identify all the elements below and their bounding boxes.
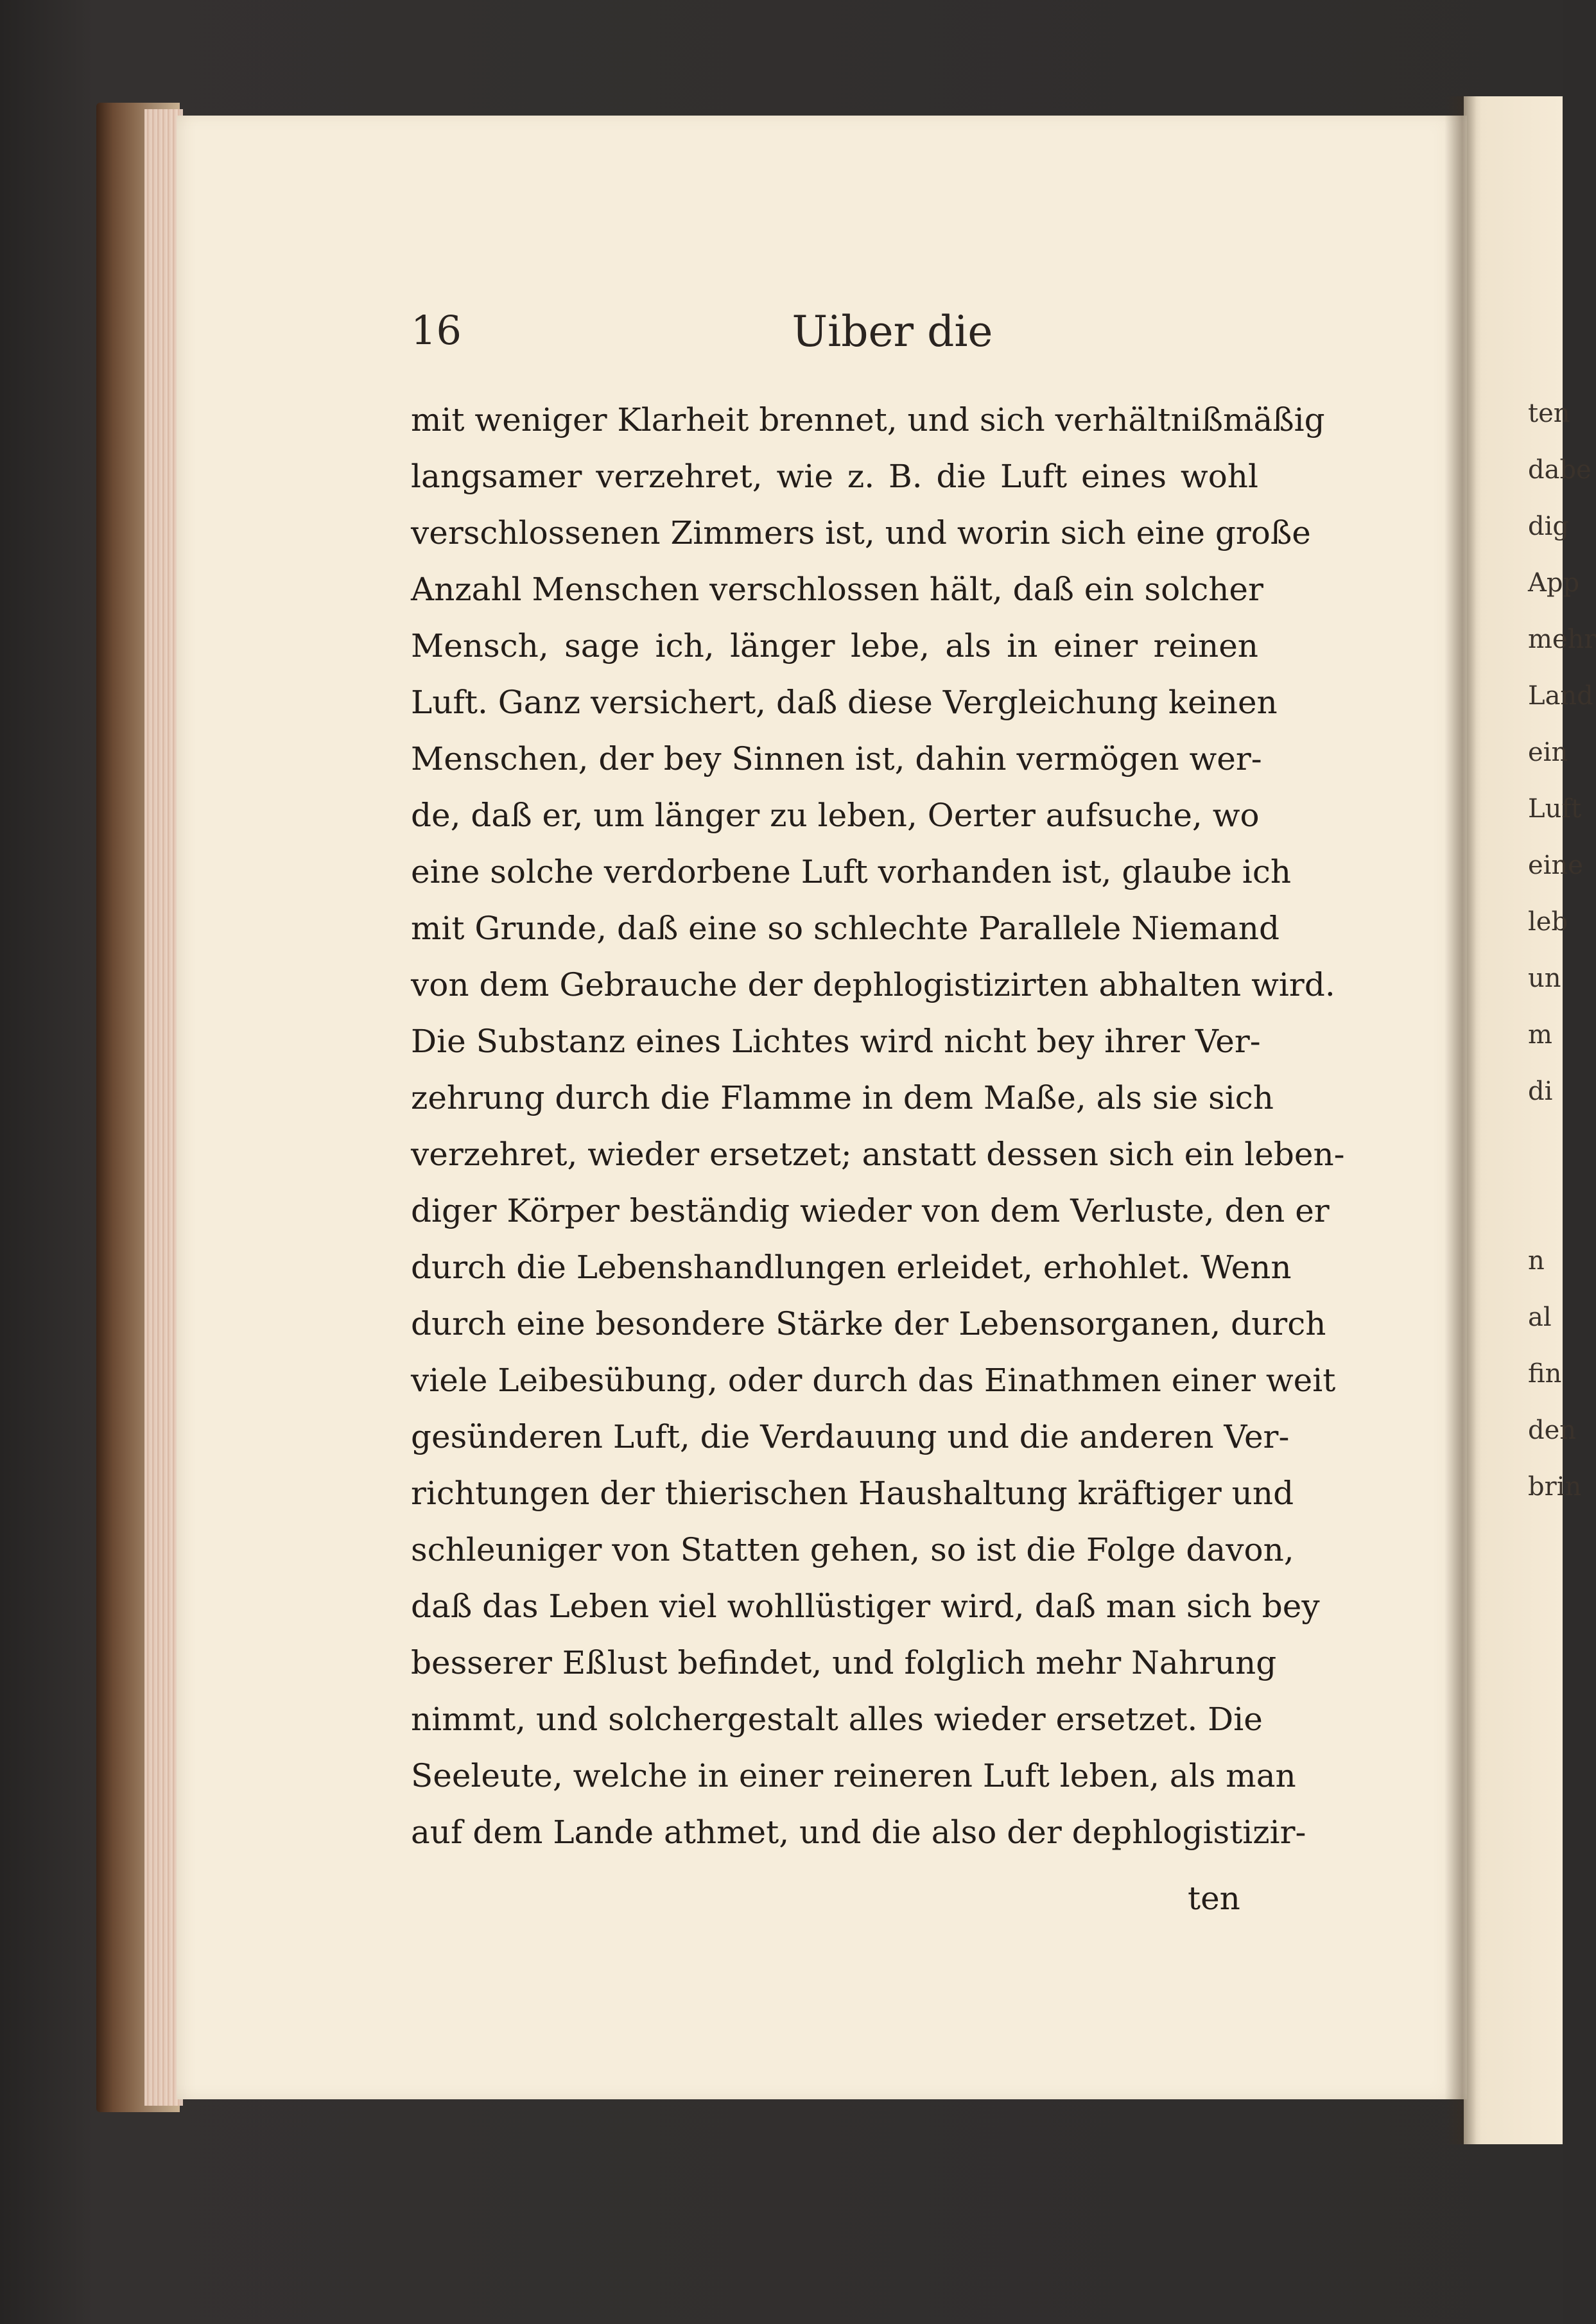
facing-page-fragment: fin — [1528, 1359, 1562, 1389]
text-line: verschlossenen Zimmers ist, und worin sich eine große — [411, 514, 1311, 551]
facing-page-fragment: mehr — [1528, 625, 1596, 654]
text-line: mit weniger Klarheit brennet, und sich verhältnißmäßig — [411, 401, 1325, 438]
facing-page-fragment: ten — [1528, 399, 1570, 428]
text-line: viele Leibesübung, oder durch das Einathmen einer weit — [411, 1362, 1336, 1399]
facing-page-fragment: den — [1528, 1416, 1577, 1445]
text-line: daß das Leben viel wohllüstiger wird, daß man sich bey — [411, 1588, 1320, 1625]
binding-gutter — [1444, 96, 1477, 2144]
catchword: ten — [1188, 1880, 1240, 1917]
facing-page-fragment: Luft — [1528, 794, 1582, 824]
text-line: besserer Eßlust befindet, und folglich mehr Nahrung — [411, 1644, 1277, 1681]
text-line: eine solche verdorbene Luft vorhanden ist, glaube ich — [411, 853, 1292, 890]
facing-page-fragment: Land — [1528, 681, 1593, 711]
page-header — [411, 307, 1297, 377]
text-line: zehrung durch die Flamme in dem Maße, als sie sich — [411, 1079, 1274, 1116]
facing-page-fragment: dig — [1528, 512, 1570, 541]
facing-page-fragment: m — [1528, 1020, 1552, 1050]
text-line: langsamer verzehret, wie z. B. die Luft eines wohl — [411, 458, 1258, 495]
text-line: Mensch, sage ich, länger lebe, als in einer reinen — [411, 627, 1258, 664]
text-line: durch die Lebenshandlungen erleidet, erhohlet. Wenn — [411, 1249, 1292, 1286]
text-line: Menschen, der bey Sinnen ist, dahin vermögen wer- — [411, 740, 1262, 777]
text-line: Luft. Ganz versichert, daß diese Vergleichung keinen — [411, 684, 1278, 721]
text-line: durch eine besondere Stärke der Lebensorganen, durch — [411, 1305, 1326, 1342]
facing-page-fragment: ein — [1528, 738, 1568, 767]
page-number: 16 — [411, 307, 462, 354]
facing-page-fragment: dabe — [1528, 455, 1592, 485]
text-line: de, daß er, um länger zu leben, Oerter aufsuche, wo — [411, 797, 1260, 834]
facing-page-fragment — [1528, 1120, 1563, 1176]
facing-page-fragment: brin — [1528, 1472, 1582, 1502]
facing-page-fragment: n — [1528, 1246, 1545, 1276]
text-line: nimmt, und solchergestalt alles wieder ersetzet. Die — [411, 1701, 1263, 1738]
facing-page-fragment: al — [1528, 1303, 1552, 1332]
text-line: gesünderen Luft, die Verdauung und die anderen Ver- — [411, 1418, 1290, 1455]
facing-page-text — [1528, 385, 1596, 1515]
text-line: verzehret, wieder ersetzet; anstatt dessen sich ein leben- — [411, 1136, 1345, 1173]
text-line: Die Substanz eines Lichtes wird nicht bey ihrer Ver- — [411, 1023, 1261, 1060]
text-line: diger Körper beständig wieder von dem Verluste, den er — [411, 1192, 1330, 1229]
text-line: Seeleute, welche in einer reineren Luft leben, als man — [411, 1757, 1296, 1794]
text-line: mit Grunde, daß eine so schlechte Parallele Niemand — [411, 910, 1280, 947]
text-line: auf dem Lande athmet, und die also der dephlogistizir- — [411, 1814, 1306, 1851]
facing-page-fragment: di — [1528, 1077, 1553, 1106]
facing-page-fragment — [1528, 1176, 1563, 1233]
facing-page-fragment: un — [1528, 964, 1561, 993]
facing-page-fragment: eine — [1528, 851, 1583, 880]
facing-page-fragment: App — [1528, 568, 1580, 598]
running-head: Uiber die — [792, 307, 993, 356]
text-line: schleuniger von Statten gehen, so ist die Folge davon, — [411, 1531, 1294, 1568]
text-line: richtungen der thierischen Haushaltung kräftiger und — [411, 1475, 1294, 1512]
text-line: von dem Gebrauche der dephlogistizirten abhalten wird. — [411, 966, 1335, 1003]
text-line: Anzahl Menschen verschlossen hält, daß ein solcher — [411, 571, 1263, 608]
body-text — [411, 392, 1345, 1860]
facing-page-fragment: leb — [1528, 907, 1568, 937]
